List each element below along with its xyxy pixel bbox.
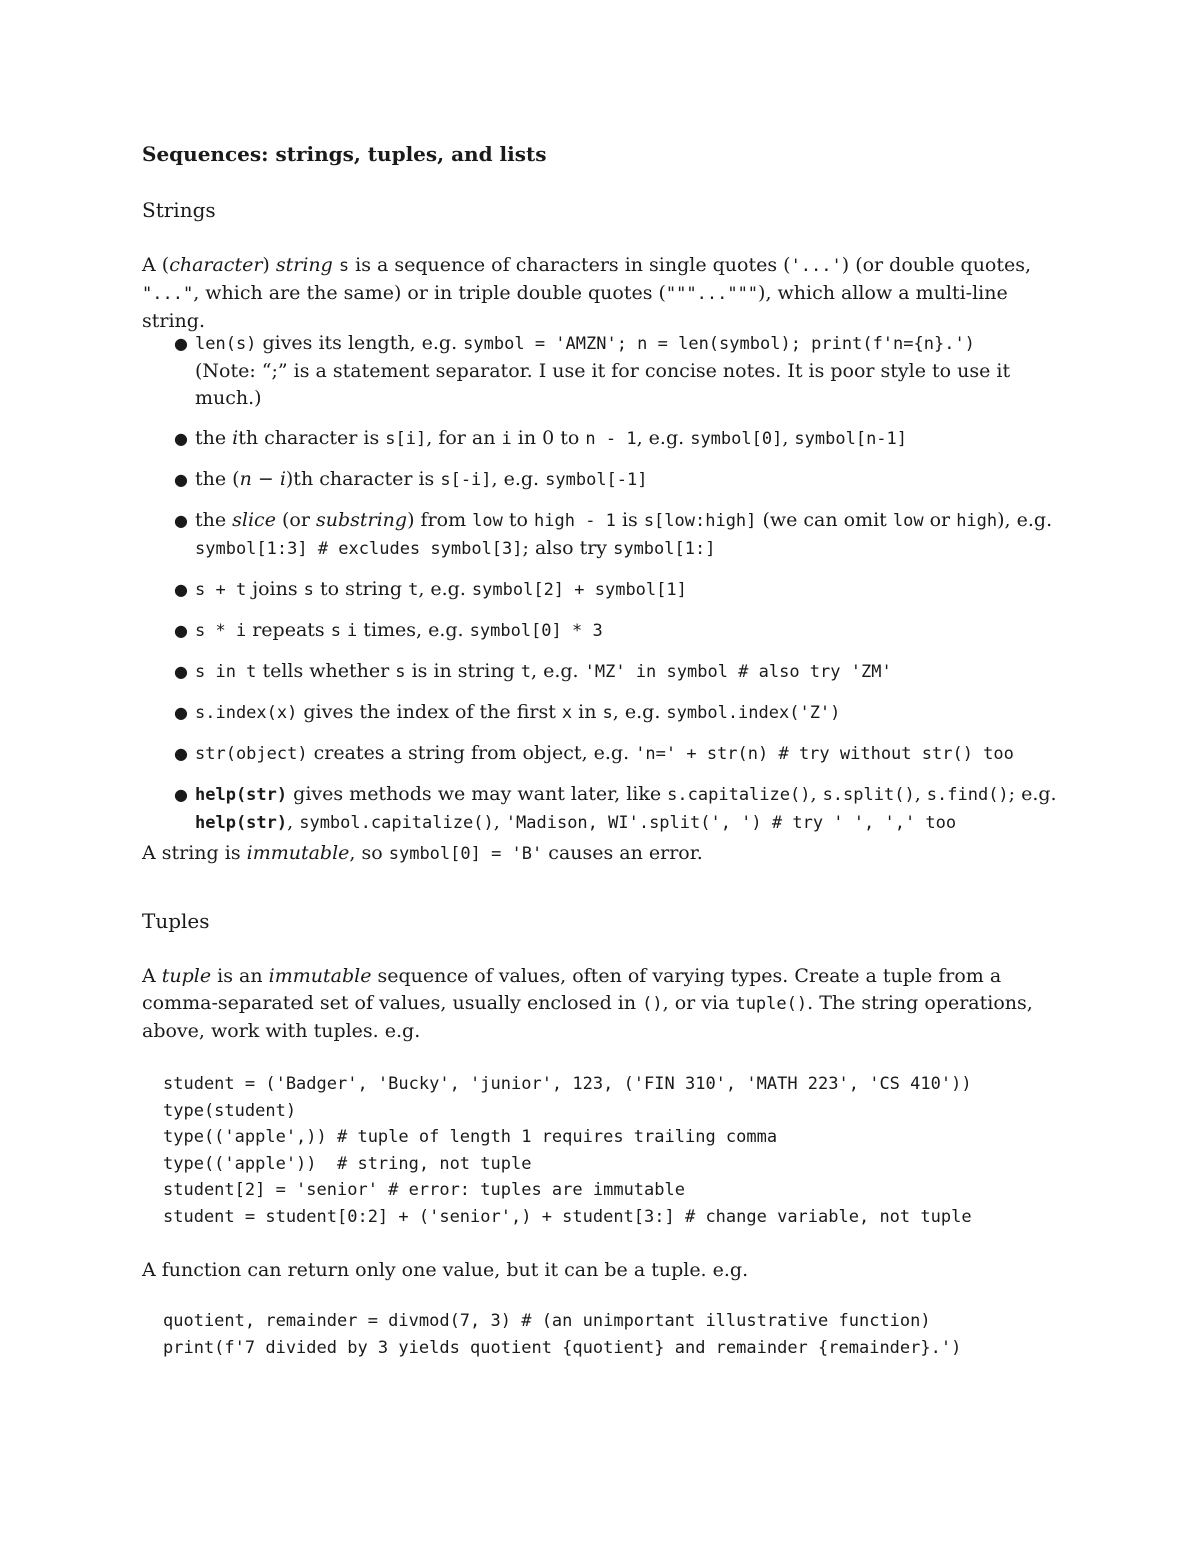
bullet-icon: ● bbox=[174, 662, 188, 681]
page-title: Sequences: strings, tuples, and lists bbox=[142, 142, 547, 166]
bullet-icon: ● bbox=[174, 744, 188, 763]
list-item-membership: ● s in t tells whether s is in string t, e.g. 'MZ' in symbol # also try 'ZM' bbox=[142, 658, 1072, 686]
bullet-icon: ● bbox=[174, 470, 188, 489]
list-item-negative-index: ● the (n − i)th character is s[-i], e.g. symbol[-1] bbox=[142, 466, 1072, 494]
bullet-icon: ● bbox=[174, 334, 188, 353]
tuples-intro: A tuple is an immutable sequence of values, often of varying types. Create a tuple from a comma-separated set of values, usually enclosed in (), or via tuple(). The string operations, above, work with tuples. e.g. bbox=[142, 965, 1033, 1042]
list-item-index-method: ● s.index(x) gives the index of the first x in s, e.g. symbol.index('Z') bbox=[142, 699, 1072, 727]
list-item-index: ● the ith character is s[i], for an i in 0 to n - 1, e.g. symbol[0], symbol[n-1] bbox=[142, 425, 1072, 453]
list-item-help: ● help(str) gives methods we may want later, like s.capitalize(), s.split(), s.find(); e.g. help(str), symbol.capitalize(), 'Madison, WI'.split(', ') # try ' ', ',' too bbox=[174, 783, 1057, 833]
bullet-icon: ● bbox=[174, 511, 188, 530]
bullet-icon: ● bbox=[174, 429, 188, 448]
immutable-note: A string is immutable, so symbol[0] = 'B' causes an error. bbox=[142, 842, 703, 864]
strings-intro: A (character) string s is a sequence of characters in single quotes ('...') (or double quotes, "...", which are the same) or in triple double quotes ("""..."""), which allow a multi-line string. bbox=[142, 254, 1032, 332]
list-item-repeat: ● s * i repeats s i times, e.g. symbol[0] * 3 bbox=[142, 617, 1072, 645]
list-item-slice: ● the slice (or substring) from low to high - 1 is s[low:high] (we can omit low or high), e.g. symbol[1:3] # excludes symbol[3]; also try symbol[1:] bbox=[174, 509, 1053, 559]
tuple-code-example: student = ('Badger', 'Bucky', 'junior', 123, ('FIN 310', 'MATH 223', 'CS 410')) type(student) type(('apple',)) # tuple of length 1 requires trailing comma type(('apple')) # string, not tuple student[2] = 'senior' # error: tuples are immutable student = student[0:2] + ('senior',) + student[3:] # change variable, not tuple bbox=[163, 1074, 972, 1227]
list-item-len: ● len(s) gives its length, e.g. symbol = 'AMZN'; n = len(symbol); print(f'n={n}.') (Note: “;” is a statement separator. I use it for concise notes. It is poor style to use it much.) bbox=[174, 332, 1011, 409]
divmod-code-example: quotient, remainder = divmod(7, 3) # (an unimportant illustrative function) print(f'7 divided by 3 yields quotient {quotient} and remainder {remainder}.') bbox=[163, 1311, 962, 1358]
list-item-str: ● str(object) creates a string from object, e.g. 'n=' + str(n) # try without str() too bbox=[142, 740, 1072, 768]
string-operations-list bbox=[142, 330, 1072, 850]
function-return-note: A function can return only one value, but it can be a tuple. e.g. bbox=[142, 1259, 749, 1281]
bullet-icon: ● bbox=[174, 785, 188, 804]
bullet-icon: ● bbox=[174, 621, 188, 640]
bullet-icon: ● bbox=[174, 580, 188, 599]
bullet-icon: ● bbox=[174, 703, 188, 722]
section-heading-strings: Strings bbox=[142, 198, 216, 222]
section-heading-tuples: Tuples bbox=[142, 909, 210, 933]
list-item-concat: ● s + t joins s to string t, e.g. symbol[2] + symbol[1] bbox=[142, 576, 1072, 604]
separator-note: (Note: “;” is a statement separator. I use it for concise notes. It is poor style to use it much.) bbox=[195, 360, 1011, 409]
